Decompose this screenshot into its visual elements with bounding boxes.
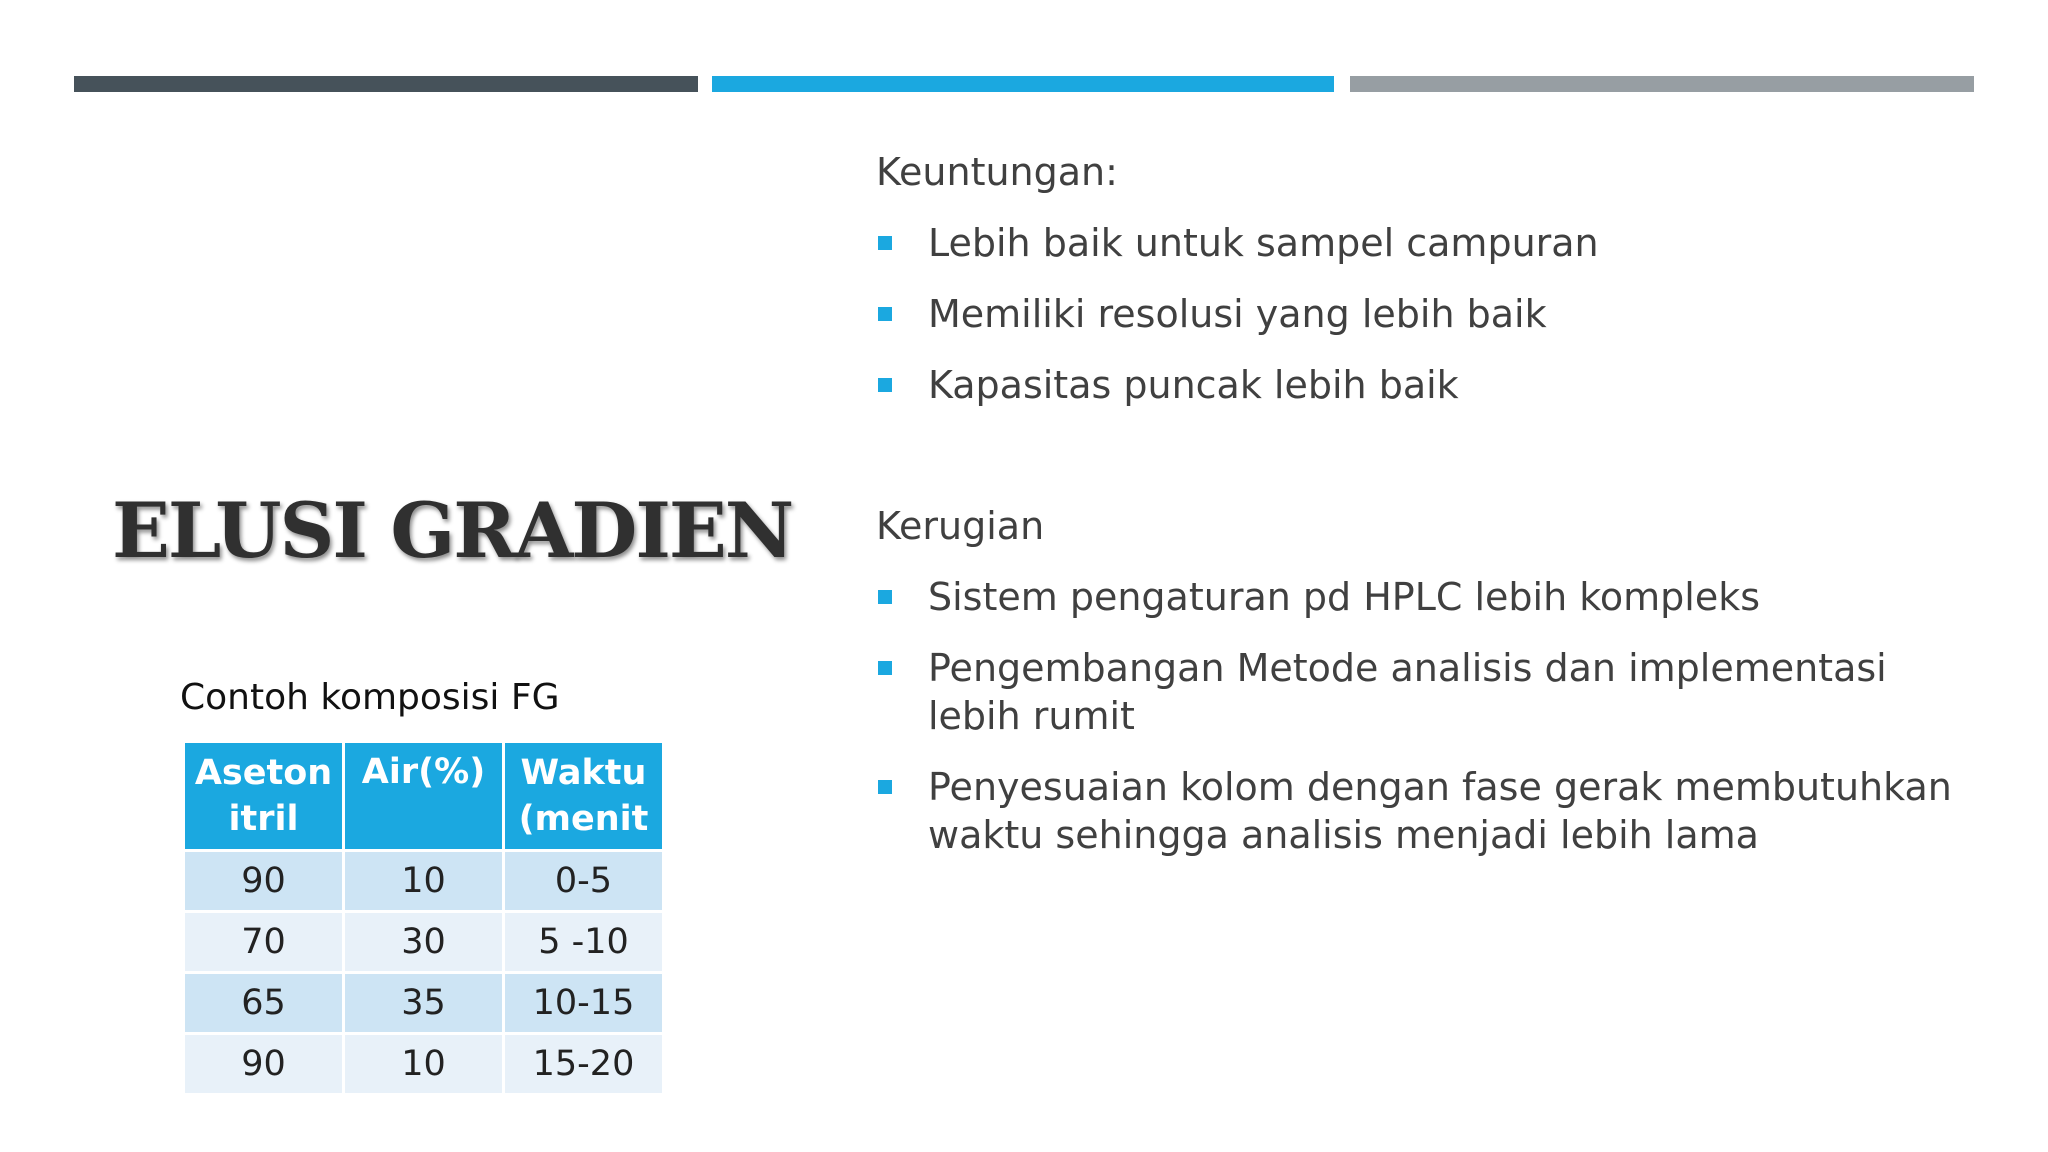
list-item-text: Pengembangan Metode analisis dan implementasi lebih rumit — [928, 646, 1887, 738]
header-waktu-line2: (menit — [518, 799, 649, 839]
kerugian-list — [876, 573, 1996, 859]
table-row — [184, 973, 664, 1034]
accent-bar-gray — [1350, 76, 1974, 92]
table-row — [184, 851, 664, 912]
header-aseton-line2: itril — [228, 799, 299, 839]
header-air — [344, 742, 504, 851]
cell-aseton: 65 — [184, 973, 344, 1034]
content-column — [876, 148, 1996, 859]
cell-waktu: 10-15 — [504, 973, 664, 1034]
list-item — [876, 573, 1978, 621]
header-aseton-line1: Aseton — [194, 753, 333, 793]
accent-bar-dark — [74, 76, 698, 92]
kerugian-section — [876, 502, 1996, 859]
table-header-row — [184, 742, 664, 851]
slide-title: ELUSI GRADIEN — [112, 486, 793, 575]
table-row — [184, 1034, 664, 1095]
cell-air: 10 — [344, 851, 504, 912]
cell-aseton: 90 — [184, 851, 344, 912]
list-item-text: Memiliki resolusi yang lebih baik — [928, 292, 1547, 336]
square-bullet-icon — [878, 378, 892, 392]
cell-air: 35 — [344, 973, 504, 1034]
square-bullet-icon — [878, 236, 892, 250]
keuntungan-list — [876, 219, 1996, 409]
cell-waktu: 15-20 — [504, 1034, 664, 1095]
list-item-text: Penyesuaian kolom dengan fase gerak membutuhkan waktu sehingga analisis menjadi lebih lama — [928, 765, 1952, 857]
cell-waktu: 5 -10 — [504, 912, 664, 973]
header-waktu-line1: Waktu — [520, 753, 647, 793]
accent-bar-blue — [712, 76, 1334, 92]
cell-air: 10 — [344, 1034, 504, 1095]
list-item-text: Lebih baik untuk sampel campuran — [928, 221, 1599, 265]
header-waktu — [504, 742, 664, 851]
header-aseton — [184, 742, 344, 851]
kerugian-heading: Kerugian — [876, 504, 1045, 548]
list-item — [876, 361, 1978, 409]
list-item-text: Kapasitas puncak lebih baik — [928, 363, 1459, 407]
list-item — [876, 290, 1978, 338]
cell-aseton: 70 — [184, 912, 344, 973]
square-bullet-icon — [878, 661, 892, 675]
cell-aseton: 90 — [184, 1034, 344, 1095]
cell-air: 30 — [344, 912, 504, 973]
list-item — [876, 644, 1978, 740]
composition-table — [182, 740, 665, 1096]
table-caption: Contoh komposisi FG — [180, 677, 560, 718]
square-bullet-icon — [878, 307, 892, 321]
keuntungan-section — [876, 148, 1996, 409]
square-bullet-icon — [878, 590, 892, 604]
list-item-text: Sistem pengaturan pd HPLC lebih kompleks — [928, 575, 1761, 619]
table-row — [184, 912, 664, 973]
top-accent-bars — [74, 76, 1974, 92]
cell-waktu: 0-5 — [504, 851, 664, 912]
list-item — [876, 763, 1978, 859]
keuntungan-heading: Keuntungan: — [876, 150, 1118, 194]
list-item — [876, 219, 1978, 267]
square-bullet-icon — [878, 780, 892, 794]
header-air-line1: Air(%) — [361, 752, 486, 792]
